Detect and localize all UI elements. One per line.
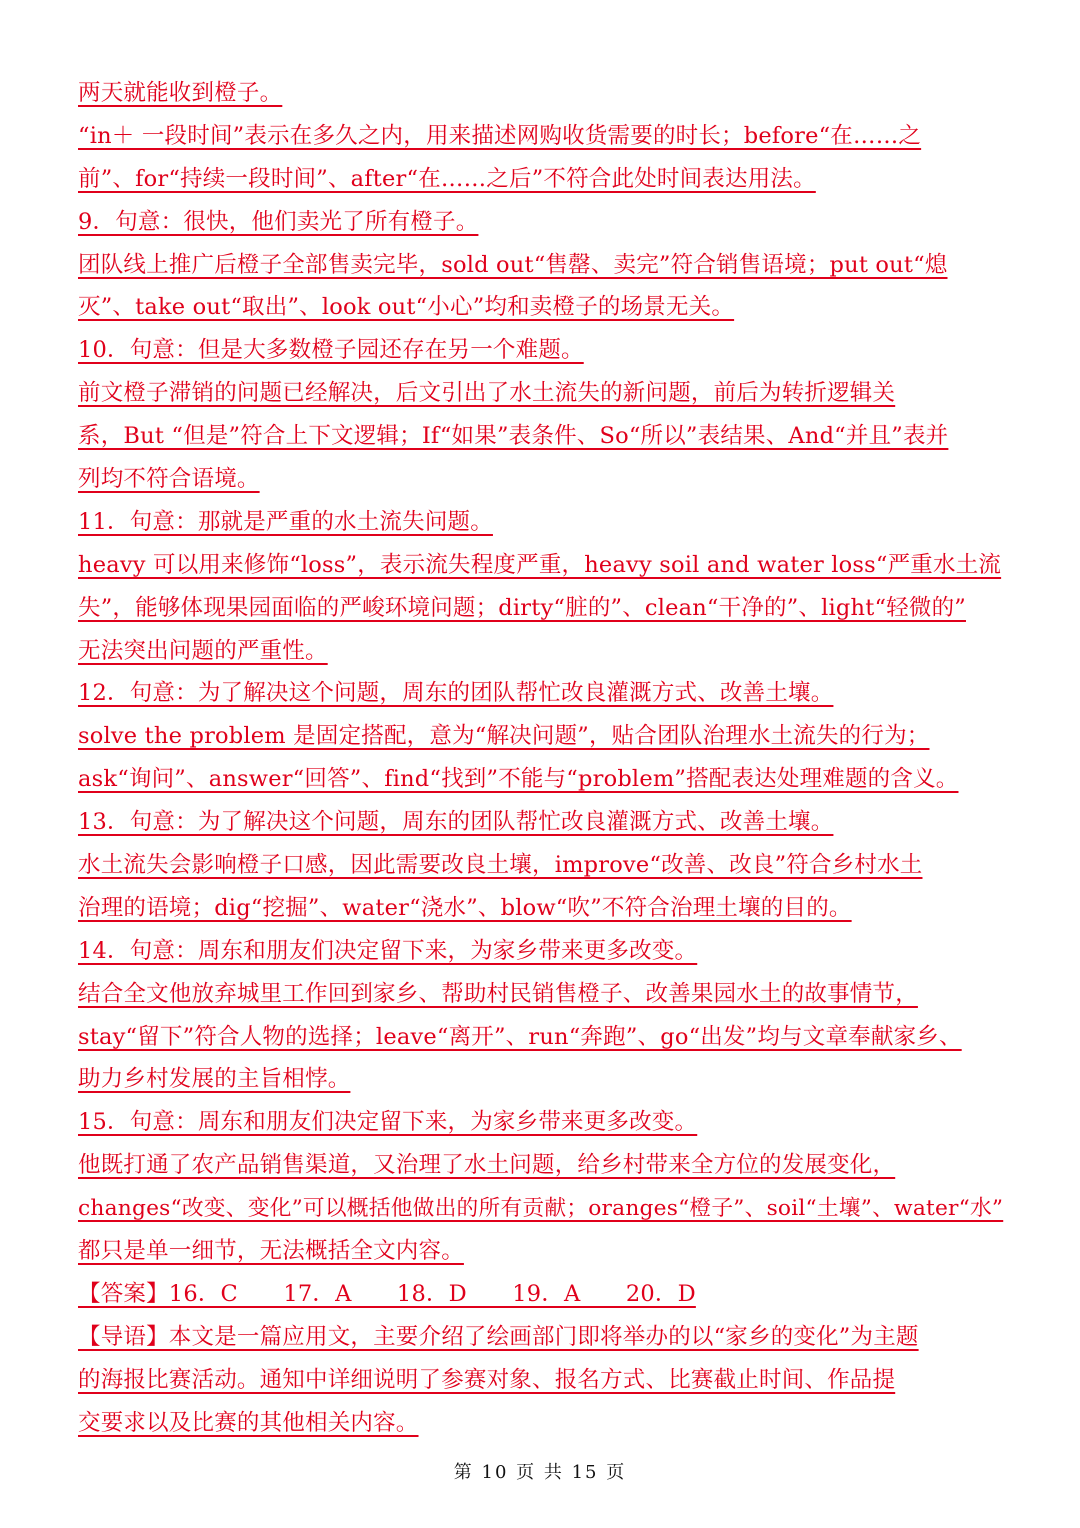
text-line: [78, 201, 1008, 244]
text-line: [78, 587, 1008, 630]
text-line-content: changes“改变、变化”可以概括他做出的所有贡献；oranges“橙子”、soil“土壤”、water“水”: [78, 1196, 1004, 1222]
text-line-content: 两天就能收到橙子。: [78, 80, 283, 106]
text-line: [78, 244, 1008, 287]
text-line: [78, 158, 1008, 201]
text-line: [78, 672, 1008, 715]
text-line: [78, 372, 1008, 415]
text-line: [78, 286, 1008, 329]
text-line: [78, 1230, 1008, 1273]
text-line-content: “in＋ 一段时间”表示在多久之内，用来描述网购收货需要的时长；before“在……之: [78, 122, 922, 149]
text-line: [78, 1359, 1008, 1402]
text-line-content: 交要求以及比赛的其他相关内容。: [78, 1409, 419, 1436]
text-line: [78, 801, 1008, 844]
text-line-content: 助力乡村发展的主旨相悖。: [78, 1066, 351, 1093]
text-line-content: 结合全文他放弃城里工作回到家乡、帮助村民销售橙子、改善果园水土的故事情节，: [78, 980, 918, 1007]
text-line: [78, 1187, 1008, 1230]
answer-explanation-body: [78, 72, 1008, 1445]
text-line-content: 【导语】本文是一篇应用文，主要介绍了绘画部门即将举办的以“家乡的变化”为主题: [78, 1323, 919, 1350]
text-line: [78, 544, 1008, 587]
text-line: [78, 930, 1008, 973]
text-line-content: 治理的语境；dig“挖掘”、water“浇水”、blow“吹”不符合治理土壤的目的。: [78, 894, 852, 921]
text-line-content: 9．句意：很快，他们卖光了所有橙子。: [78, 208, 479, 235]
text-line: [78, 415, 1008, 458]
text-line: [78, 501, 1008, 544]
text-line: [78, 887, 1008, 930]
text-line-content: ask“询问”、answer“回答”、find“找到”不能与“problem”搭配表达处理难题的含义。: [78, 766, 959, 793]
text-line-content: 12．句意：为了解决这个问题，周东的团队帮忙改良灌溉方式、改善土壤。: [78, 680, 834, 707]
text-line: [78, 1402, 1008, 1445]
text-line-content: heavy 可以用来修饰“loss”，表示流失程度严重，heavy soil and water loss“严重水土流: [78, 551, 1002, 578]
text-line-content: 他既打通了农产品销售渠道，又治理了水土问题，给乡村带来全方位的发展变化，: [78, 1152, 896, 1179]
text-line: [78, 715, 1008, 758]
text-line: [78, 115, 1008, 158]
text-line: [78, 844, 1008, 887]
text-line-content: 【答案】16．C 17．A 18．D 19．A 20．D: [78, 1280, 696, 1307]
text-line-content: 列均不符合语境。: [78, 466, 260, 493]
text-line: [78, 630, 1008, 673]
text-line-content: 11．句意：那就是严重的水土流失问题。: [78, 508, 493, 535]
text-line-content: 15．句意：周东和朋友们决定留下来，为家乡带来更多改变。: [78, 1109, 698, 1136]
text-line-content: 的海报比赛活动。通知中详细说明了参赛对象、报名方式、比赛截止时间、作品提: [78, 1366, 896, 1393]
text-line: [78, 1144, 1008, 1187]
text-line: [78, 72, 1008, 115]
text-line: [78, 1273, 1008, 1316]
text-line-content: 灭”、take out“取出”、look out“小心”均和卖橙子的场景无关。: [78, 294, 735, 321]
text-line: [78, 973, 1008, 1016]
text-line-content: 10．句意：但是大多数橙子园还存在另一个难题。: [78, 337, 584, 364]
page-number-footer: 第 10 页 共 15 页: [453, 1462, 627, 1483]
text-line-content: 都只是单一细节，无法概括全文内容。: [78, 1238, 464, 1265]
text-line-content: 前”、for“持续一段时间”、after“在……之后”不符合此处时间表达用法。: [78, 165, 816, 192]
text-line: [78, 1101, 1008, 1144]
text-line-content: solve the problem 是固定搭配，意为“解决问题”，贴合团队治理水土流失的行为；: [78, 723, 930, 750]
text-line: [78, 1016, 1008, 1059]
text-line-content: 前文橙子滞销的问题已经解决，后文引出了水土流失的新问题，前后为转折逻辑关: [78, 380, 896, 407]
text-line-content: 无法突出问题的严重性。: [78, 637, 328, 664]
text-line-content: 系，But “但是”符合上下文逻辑；If“如果”表条件、So“所以”表结果、And“并且”表并: [78, 423, 949, 450]
text-line-content: 水土流失会影响橙子口感，因此需要改良土壤，improve“改善、改良”符合乡村水土: [78, 852, 923, 879]
text-line-content: 团队线上推广后橙子全部售卖完毕，sold out“售罄、卖完”符合销售语境；put out“熄: [78, 251, 948, 278]
text-line-content: 13．句意：为了解决这个问题，周东的团队帮忙改良灌溉方式、改善土壤。: [78, 809, 834, 836]
text-line-content: 14．句意：周东和朋友们决定留下来，为家乡带来更多改变。: [78, 937, 698, 964]
text-line: [78, 758, 1008, 801]
text-line: [78, 1316, 1008, 1359]
text-line: [78, 1058, 1008, 1101]
text-line-content: 失”，能够体现果园面临的严峻环境问题；dirty“脏的”、clean“干净的”、light“轻微的”: [78, 594, 966, 621]
text-line: [78, 329, 1008, 372]
text-line: [78, 458, 1008, 501]
text-line-content: stay“留下”符合人物的选择；leave“离开”、run“奔跑”、go“出发”均与文章奉献家乡、: [78, 1023, 962, 1050]
